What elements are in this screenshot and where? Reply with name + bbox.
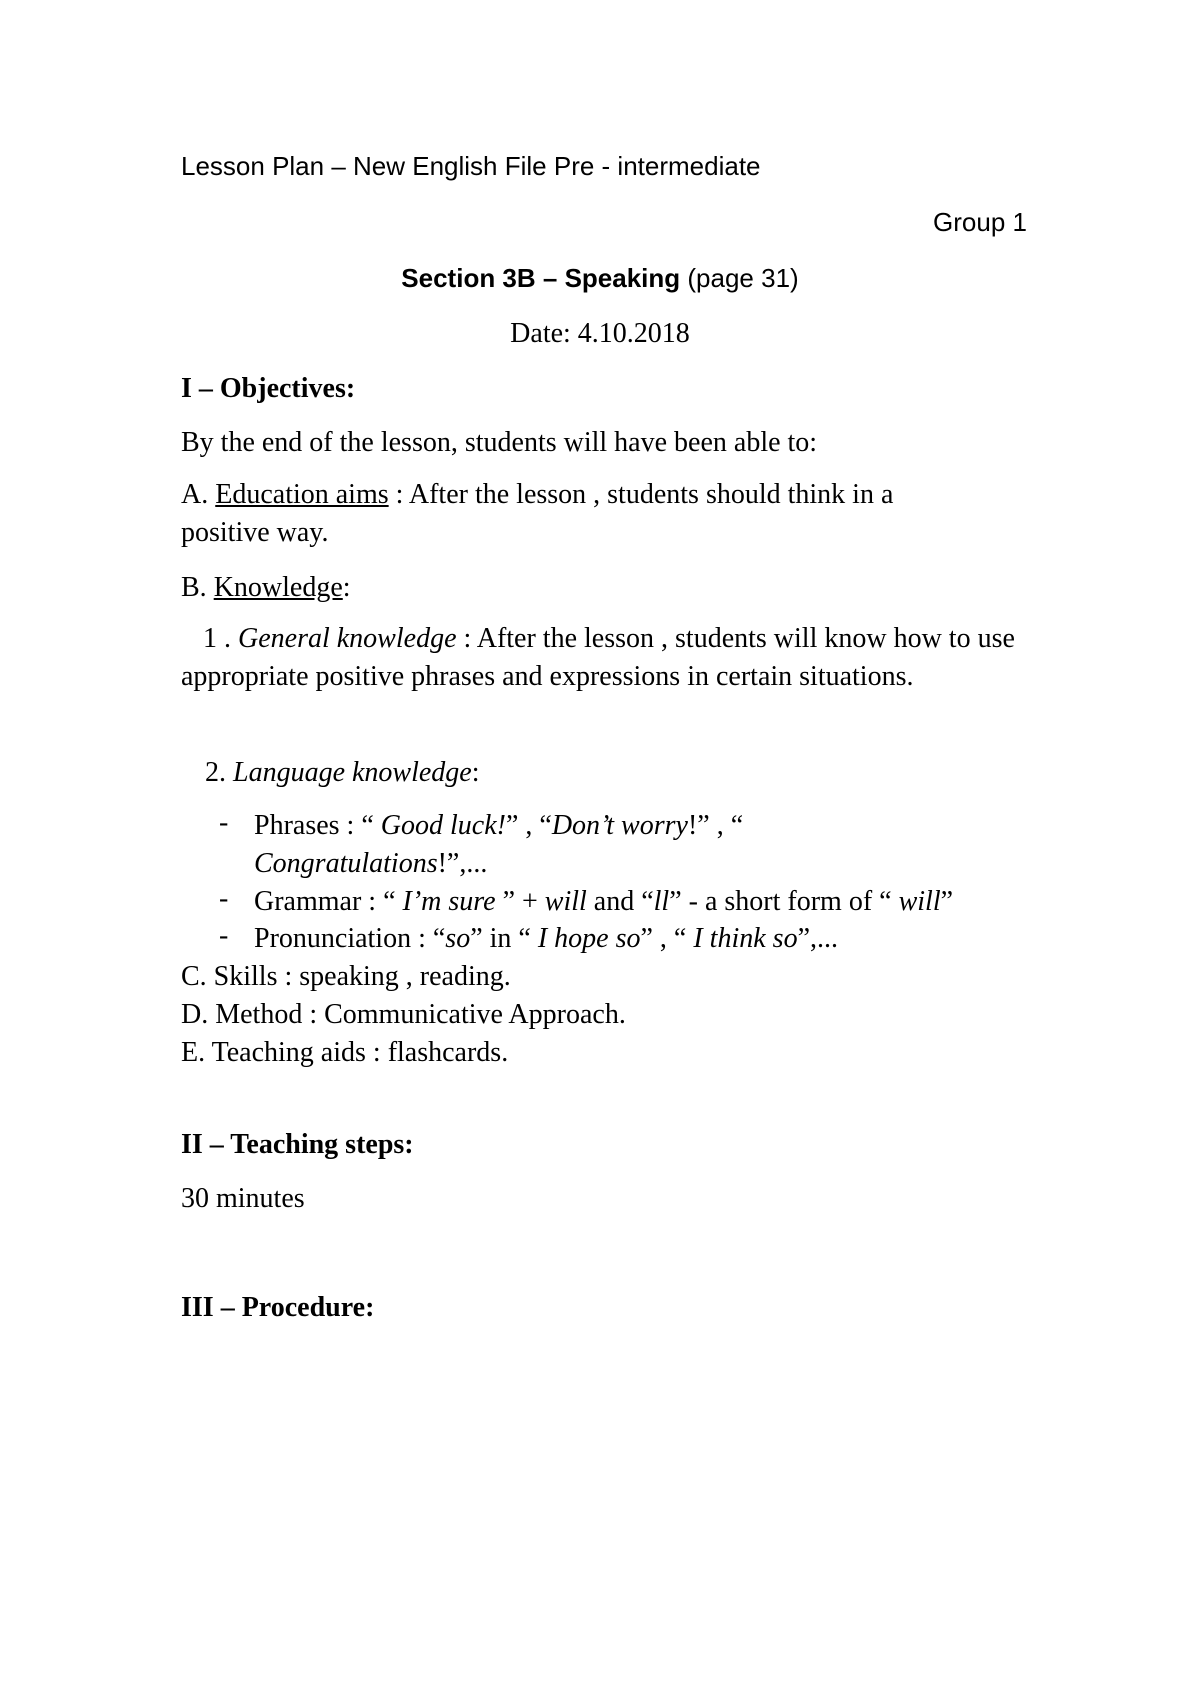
text-run: ” in “ — [470, 923, 538, 954]
objective-b2-prefix: 2. — [205, 757, 233, 788]
objectives-intro: By the end of the lesson, students will have been able to: — [181, 427, 818, 458]
bullet-phrases-continued — [254, 845, 487, 883]
objective-e: E. Teaching aids : flashcards. — [181, 1037, 509, 1068]
italic-run: I hope so — [537, 923, 641, 954]
italic-run: I’m sure — [402, 886, 503, 917]
italic-run: ll — [653, 886, 670, 917]
text-run: !” , “ — [687, 810, 744, 841]
section-page: (page 31) — [680, 263, 799, 293]
objective-a-label: Education aims — [215, 479, 389, 510]
objective-b2-label: Language knowledge — [233, 757, 472, 788]
bullet-pronunciation — [254, 920, 838, 958]
italic-run: I think so — [693, 923, 798, 954]
objective-b — [181, 570, 351, 605]
text-run: ” + — [502, 886, 545, 917]
objective-b2-suffix: : — [471, 757, 480, 788]
objective-b1-text: : After the lesson , students will know how to use appropriate positive phrases and expressions in certain situations. — [181, 623, 1015, 692]
group-label: Group 1 — [933, 207, 1027, 237]
objective-d: D. Method : Communicative Approach. — [181, 999, 626, 1030]
text-run: ” , “ — [640, 923, 694, 954]
bullet-dash: - — [219, 920, 229, 951]
italic-run: so — [445, 923, 471, 954]
objectives-heading: I – Objectives: — [181, 373, 356, 404]
teaching-steps-heading: II – Teaching steps: — [181, 1129, 414, 1160]
objective-a-prefix: A. — [181, 479, 216, 510]
text-run: ” , “ — [505, 810, 552, 841]
bullet-dash: - — [219, 883, 229, 914]
objective-a-text: : After the lesson , students should think in a positive way. — [181, 479, 894, 548]
lesson-title: Lesson Plan – New English File Pre - intermediate — [181, 151, 761, 181]
text-run: ” — [940, 886, 954, 917]
text-run: Grammar : “ — [254, 886, 403, 917]
section-heading — [0, 262, 1200, 295]
objective-b1-prefix: 1 . — [203, 623, 238, 654]
italic-run: will — [898, 886, 941, 917]
objective-b2 — [205, 755, 480, 790]
italic-run: will — [544, 886, 587, 917]
text-run: Phrases : “ — [254, 810, 381, 841]
section-title: Section 3B – Speaking — [401, 263, 681, 293]
text-run: ” - a short form of “ — [669, 886, 899, 917]
objective-a — [181, 476, 971, 552]
objective-b-prefix: B. — [181, 572, 214, 603]
text-run: Pronunciation : “ — [254, 923, 446, 954]
bullet-dash: - — [219, 807, 229, 838]
bullet-grammar — [254, 883, 953, 921]
objective-c: C. Skills : speaking , reading. — [181, 961, 511, 992]
objective-b-label: Knowledge — [213, 572, 343, 603]
bullet-phrases — [254, 807, 743, 845]
teaching-steps-duration: 30 minutes — [181, 1183, 305, 1214]
objective-b-suffix: : — [342, 572, 351, 603]
italic-run: Don’t worry — [551, 810, 688, 841]
objective-b1-label: General knowledge — [238, 623, 457, 654]
objective-b1 — [181, 620, 1021, 696]
procedure-heading: III – Procedure: — [181, 1292, 375, 1323]
text-run: ”,... — [797, 923, 839, 954]
text-run: !”,... — [437, 848, 488, 879]
italic-run: Good luck! — [380, 810, 506, 841]
italic-run: Congratulations — [254, 848, 438, 879]
lesson-date: Date: 4.10.2018 — [510, 318, 690, 349]
text-run: and “ — [586, 886, 654, 917]
